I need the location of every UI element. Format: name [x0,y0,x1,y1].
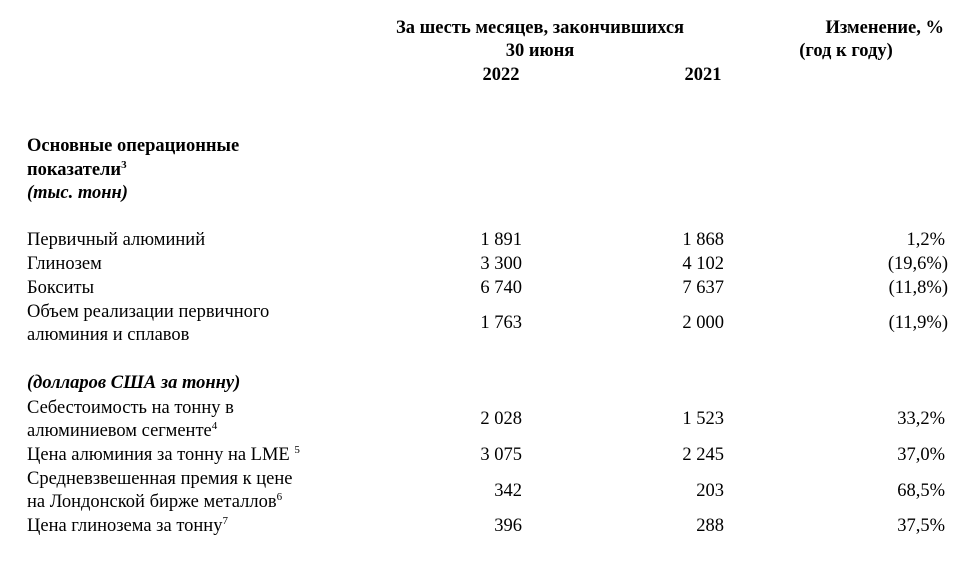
row-label-text: на Лондонской бирже металлов [27,492,277,512]
value-change: (19,6%) [887,254,948,274]
value-2021: 1 868 [682,230,724,250]
row-label [27,443,300,467]
value-change: 68,5% [897,481,945,501]
value-change: (11,8%) [888,278,948,298]
period-date: 30 июня [505,41,575,61]
value-2021: 7 637 [682,278,724,298]
row-label-text: Цена алюминия за тонну на LME [27,445,295,465]
value-2021: 4 102 [682,254,724,274]
row-label: Себестоимость на тонну в [27,398,234,418]
row-label: Первичный алюминий [27,230,206,250]
footnote: 5 [294,444,300,456]
section-title: Основные операционные [27,136,240,156]
section-title-text: показатели [27,160,122,180]
row-label: Средневзвешенная премия к цене [27,469,293,489]
value-change: 33,2% [897,409,945,429]
section-unit: (тыс. тонн) [27,183,128,203]
row-label-text: алюминиевом сегменте [27,421,212,441]
change-subheader: (год к году) [799,41,893,61]
row-label: Бокситы [27,278,95,298]
value-change: 1,2% [906,230,945,250]
row-label-text: Цена глинозема за тонну [27,516,223,536]
value-2022: 342 [494,481,522,501]
value-2022: 2 028 [480,409,522,429]
footnote: 3 [121,159,127,171]
value-2022: 1 891 [480,230,522,250]
value-2021: 203 [696,481,724,501]
footnote: 6 [276,491,283,503]
value-2022: 6 740 [480,278,522,298]
year-2021-header: 2021 [684,65,722,85]
value-change: 37,0% [897,445,945,465]
row-label: Глинозем [27,254,102,274]
year-2022-header: 2022 [482,65,520,85]
section-unit: (долларов США за тонну) [27,373,241,393]
value-change: (11,9%) [888,313,948,333]
section-title-line2 [27,158,127,182]
value-2021: 288 [696,516,724,536]
value-2021: 1 523 [682,409,724,429]
value-2022: 3 075 [480,445,522,465]
row-label-line2 [27,490,282,514]
row-label: Объем реализации первичного [27,302,270,322]
row-label [27,514,228,538]
footnote: 7 [222,515,228,527]
value-2022: 1 763 [480,313,522,333]
change-header: Изменение, % [825,18,944,38]
value-2021: 2 245 [682,445,724,465]
footnote: 4 [211,420,218,432]
period-header: За шесть месяцев, закончившихся [395,18,685,38]
row-label-line2: алюминия и сплавов [27,325,190,345]
value-2022: 3 300 [480,254,522,274]
row-label-line2 [27,419,217,443]
value-2021: 2 000 [682,313,724,333]
value-change: 37,5% [897,516,945,536]
value-2022: 396 [494,516,522,536]
